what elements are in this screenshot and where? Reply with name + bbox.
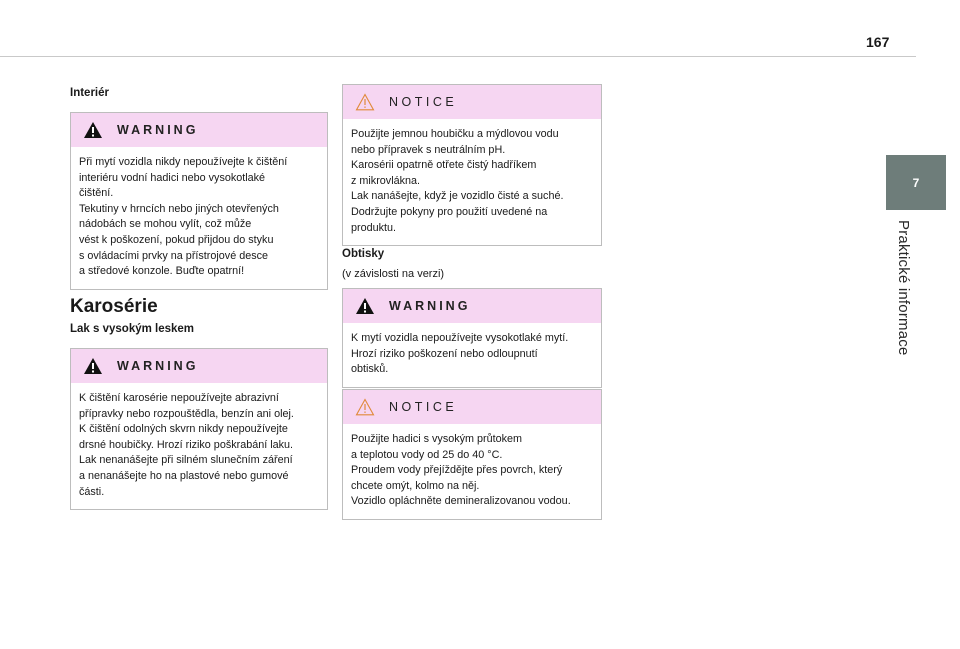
stickers-heading-block xyxy=(342,248,600,260)
warning-header xyxy=(71,349,327,383)
gloss-heading-block xyxy=(70,323,326,335)
warning-text: K mytí vozidla nepoužívejte vysokotlaké mytí. Hrozí riziko poškození nebo odloupnutí obtisků. xyxy=(351,332,569,376)
header-divider xyxy=(0,56,916,57)
notice-title: NOTICE xyxy=(389,400,458,414)
interior-heading-block xyxy=(70,87,326,99)
page-number: 167 xyxy=(866,34,890,50)
notice-title: NOTICE xyxy=(389,95,458,109)
chapter-number: 7 xyxy=(912,175,920,190)
warning-box-interior xyxy=(70,112,328,290)
warning-box-gloss xyxy=(70,348,328,510)
chapter-tab[interactable] xyxy=(886,155,946,210)
gloss-heading: Lak s vysokým leskem xyxy=(70,323,195,335)
warning-title: WARNING xyxy=(117,123,199,137)
warning-box-stickers xyxy=(342,288,602,388)
chapter-title: Praktické informace xyxy=(895,220,912,356)
warning-text: K čištění karosérie nepoužívejte abrazivní přípravky nebo rozpouštědla, benzín ani olej. K čištění odolných skvrn nikdy nepoužívejte drsné houbičky. Hrozí riziko poškrabání laku. Lak nenanášejte při silném slunečním záření a nenanášejte ho na plastové nebo gumové části. xyxy=(79,392,294,498)
notice-icon xyxy=(355,93,375,111)
interior-heading: Interiér xyxy=(70,87,109,99)
notice-box-stickers xyxy=(342,389,602,520)
warning-header xyxy=(71,113,327,147)
warning-title: WARNING xyxy=(389,299,471,313)
stickers-heading: Obtisky xyxy=(342,248,385,260)
warning-icon xyxy=(83,121,103,139)
stickers-note: (v závislosti na verzi) xyxy=(342,268,445,280)
notice-text: Použijte jemnou houbičku a mýdlovou vodu nebo přípravek s neutrálním pH. Karosérii opatrně otřete čistý hadříkem z mikrovlákna. Lak nanášejte, když je vozidlo čisté a suché. Dodržujte pokyny pro použití uvedené na produktu. xyxy=(351,128,564,234)
notice-box-wash xyxy=(342,84,602,246)
warning-text: Při mytí vozidla nikdy nepoužívejte k čištění interiéru vodní hadici nebo vysokotlaké čištění. Tekutiny v hrncích nebo jiných otevřených nádobách se mohou vylít, což může vést k poškození, pokud přijdou do styku s ovládacími prvky na přístrojové desce a středové konzole. Buďte opatrní! xyxy=(79,156,288,278)
body-heading: Karosérie xyxy=(70,296,158,317)
notice-header xyxy=(343,390,601,424)
notice-text: Použijte hadici s vysokým průtokem a teplotou vody od 25 do 40 °C. Proudem vody přejíždějte přes povrch, který chcete omýt, kolmo na něj. Vozidlo opláchněte demineralizovanou vodou. xyxy=(351,433,571,508)
warning-header xyxy=(343,289,601,323)
stickers-note-block xyxy=(342,268,600,280)
warning-title: WARNING xyxy=(117,359,199,373)
body-heading-block xyxy=(70,296,326,318)
warning-icon xyxy=(83,357,103,375)
warning-icon xyxy=(355,297,375,315)
notice-icon xyxy=(355,398,375,416)
notice-header xyxy=(343,85,601,119)
